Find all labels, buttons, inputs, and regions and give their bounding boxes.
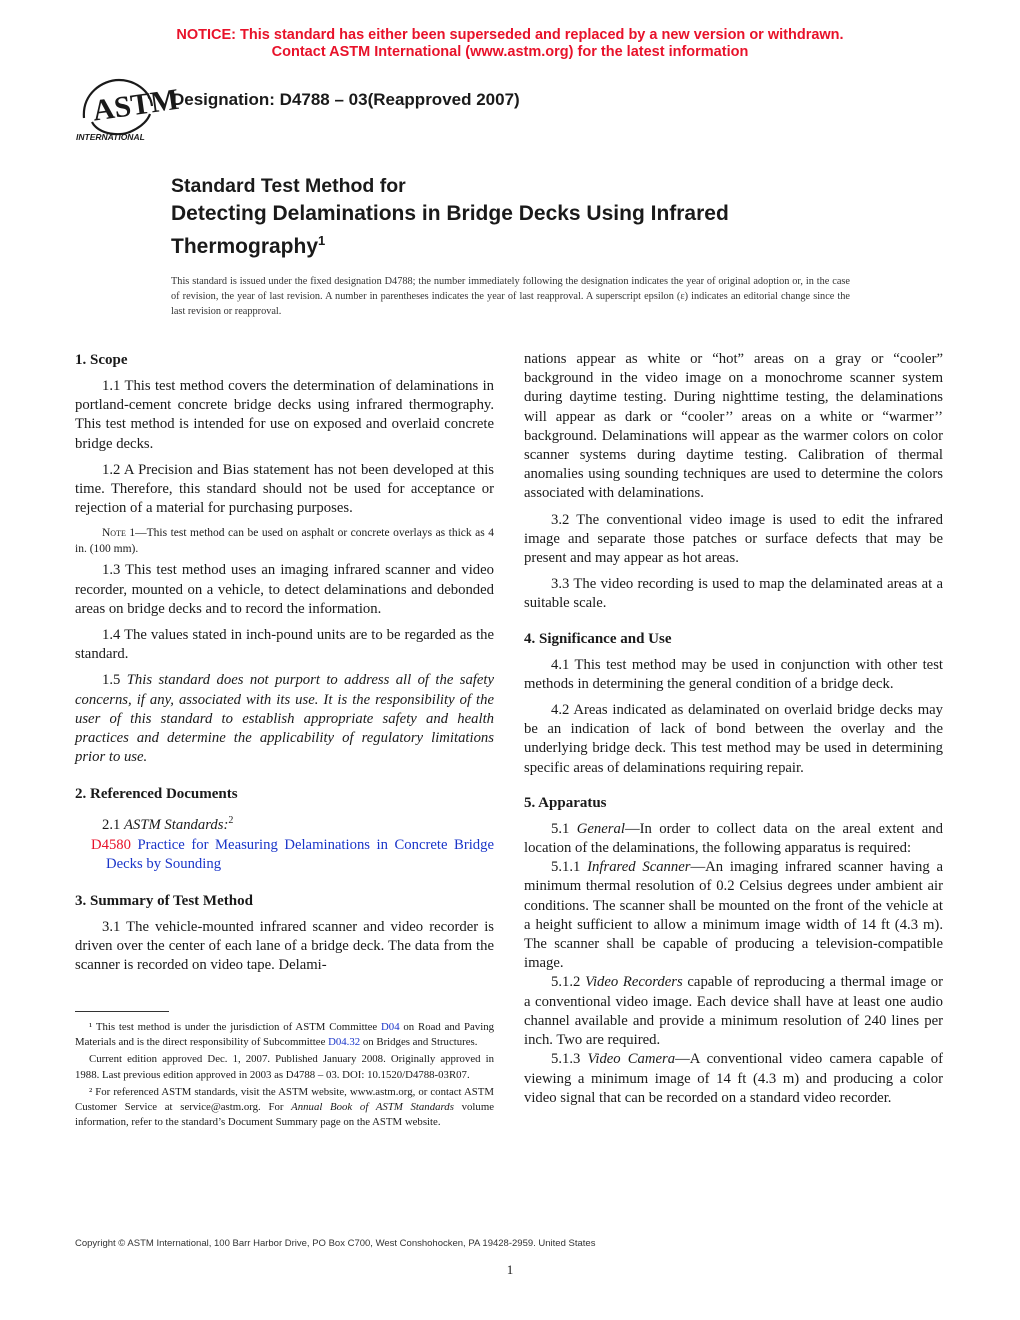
note-1 (75, 525, 494, 557)
footnote-2 (75, 1085, 494, 1131)
para-4-1: 4.1 This test method may be used in conjunction with other test methods in determining the general condition of a bridge deck. (524, 656, 943, 692)
standard-intro: This standard is issued under the fixed designation D4788; the number immediately following the designation indicates the year of original adoption or, in the case of revision, the year of last revision. A number in parentheses indicates the year of last reapproval. A superscript epsilon (ε) indicates an editorial change since the last revision or reapproval. (171, 276, 850, 317)
right-column (524, 350, 943, 1108)
para-5-1-term: General (576, 820, 625, 837)
reference-d4580[interactable] (75, 836, 494, 874)
footnote-1-approval: Current edition approved Dec. 1, 2007. Published January 2008. Originally approved in 1988. Last previous edition approved in 2003 as D4788 – 03. DOI: 10.1520/D4788-03R07. (75, 1053, 494, 1081)
section-5-heading: 5. Apparatus (524, 794, 607, 811)
section-1-heading: 1. Scope (75, 352, 128, 368)
logo-subtitle: INTERNATIONAL (76, 132, 145, 142)
para-1-5-text: This standard does not purport to address all of the safety concerns, if any, associated with its use. It is the responsibility of the user of this standard to establish appropriate safety and health practices and determine the applicability of regulatory limitations prior to use. (75, 672, 495, 766)
note-1-text: —This test method can be used on asphalt or concrete overlays as thick as 4 in. (100 mm). (75, 527, 495, 556)
para-1-1: 1.1 This test method covers the determination of delaminations in portland-cement concrete bridge decks using infrared thermography. This test method is intended for use on exposed and overlaid concrete bridge decks. (75, 378, 494, 452)
para-5-1-1-num: 5.1.1 (551, 859, 588, 876)
para-5-1-2 (524, 973, 943, 1050)
para-5-1-3 (524, 1050, 943, 1108)
footnote-1-link-d04[interactable]: D04 (381, 1021, 400, 1033)
para-5-1-1 (524, 858, 943, 973)
title-footnote-mark: 1 (318, 233, 326, 248)
footnote-1-text-b: on Road and Paving Materials and is the direct responsibility of Subcommittee (75, 1021, 494, 1049)
para-5-1 (524, 820, 943, 858)
footnote-1-text-a: ¹ This test method is under the jurisdiction of ASTM Committee (89, 1021, 381, 1033)
para-3-2: 3.2 The conventional video image is used to edit the infrared image and separate those patches or surface defects that may be present and may appear as hot areas. (524, 511, 943, 567)
para-5-1-text: —In order to collect data on the areal extent and location of the delaminations, the following apparatus is required: (524, 820, 943, 857)
ref-title-link[interactable]: Practice for Measuring Delaminations in Concrete Bridge Decks by Sounding (106, 836, 494, 872)
withdrawal-notice (0, 27, 1020, 61)
para-3-1-start: 3.1 The vehicle-mounted infrared scanner and video recorder is driven over the center of each lane of a bridge deck. The data from the scanner is recorded on video tape. Delami- (75, 918, 494, 974)
section-4-heading: 4. Significance and Use (524, 630, 672, 647)
para-3-3: 3.3 The video recording is used to map the delaminated areas at a suitable scale. (524, 576, 943, 612)
para-2-1-sup: 2 (228, 815, 234, 827)
para-2-1-text: ASTM Standards: (124, 817, 229, 834)
para-5-1-2-text: capable of reproducing a thermal image or a conventional video image. Each device shall have at least one audio channel available and provide a minimum resolution of 240 lines per inch. Two are required. (524, 974, 944, 1049)
title-line-1: Standard Test Method for (171, 175, 406, 197)
para-2-1-num: 2.1 (102, 817, 125, 834)
footnote-rule (75, 1011, 169, 1012)
logo-letters: ASTM (90, 82, 181, 128)
para-5-1-1-text: —An imaging infrared scanner having a minimum thermal resolution of 0.2 Celsius degrees under ambient air conditions. The scanner shall be mounted on the front of the vehicle at a height sufficient to allow a minimum image width of 14 ft (4.3 m). The scanner shall be capable of producing a television-compatible image. (524, 859, 943, 972)
notice-line-1: NOTICE: This standard has either been superseded and replaced by a new version or withdrawn. (176, 27, 844, 43)
footnotes (75, 1020, 494, 1132)
footnote-1 (75, 1020, 494, 1050)
footnote-2-text-a: ² For referenced ASTM standards, visit the ASTM website, www.astm.org, or contact ASTM Customer Service at service@astm.org. For (75, 1085, 494, 1114)
para-1-4: 1.4 The values stated in inch-pound units are to be regarded as the standard. (75, 627, 494, 663)
title-line-2: Detecting Delaminations in Bridge Decks Using Infrared Thermography (171, 202, 729, 258)
para-3-1-cont: nations appear as white or “hot” areas on a gray or “cooler” background in the video image on a monochrome scanner system during daytime testing. During nighttime testing, the delaminations will appear as dark or “cooler’’ areas on a white or “warmer’’ background. Delaminations will appear as the warmer colors on color scanner systems during daytime testing. Calibration of thermal anomalies using sounding techniques are used to determine the colors associated with delaminations. (524, 351, 943, 502)
para-2-1 (75, 811, 494, 835)
notice-line-2: Contact ASTM International (www.astm.org) for the latest information (271, 44, 749, 60)
para-1-3: 1.3 This test method uses an imaging infrared scanner and video recorder, mounted on a vehicle, to detect delaminations and debonded areas on bridge decks and to record the information. (75, 562, 494, 617)
footnote-1-link-d0432[interactable]: D04.32 (328, 1036, 361, 1049)
para-5-1-2-term: Video Recorders (585, 974, 683, 991)
ref-code[interactable]: D4580 (91, 836, 131, 853)
note-1-label: Note 1 (102, 527, 136, 540)
designation: Designation: D4788 – 03(Reapproved 2007) (172, 90, 520, 109)
title-main (171, 200, 871, 260)
page-number: 1 (506, 1262, 514, 1277)
para-5-1-3-num: 5.1.3 (551, 1051, 588, 1068)
para-5-1-3-text: —A conventional video camera capable of viewing a minimum image of 14 ft (4.3 m) and producing a color video signal that can be recorded on a standard video recorder. (524, 1051, 944, 1106)
para-4-2: 4.2 Areas indicated as delaminated on overlaid bridge decks may be an indication of lack of bond between the overlay and the underlying bridge deck. This test method may be used in determining specific areas of delaminations requiring repair. (524, 702, 943, 776)
footnote-1-text-c: on Bridges and Structures. (360, 1036, 478, 1049)
para-5-1-3-term: Video Camera (587, 1051, 676, 1068)
left-column (75, 350, 494, 976)
para-1-5 (75, 671, 494, 767)
para-5-1-num: 5.1 (551, 820, 577, 837)
para-5-1-2-num: 5.1.2 (551, 974, 586, 991)
astm-logo (72, 74, 181, 144)
section-2-heading: 2. Referenced Documents (75, 786, 238, 803)
footnote-2-italic: Annual Book of ASTM Standards (291, 1101, 454, 1114)
para-1-2: 1.2 A Precision and Bias statement has not been developed at this time. Therefore, this standard should not be used for acceptance or rejection of a material for purchasing purposes. (75, 461, 494, 517)
para-1-5-num: 1.5 (102, 672, 127, 689)
footnote-2-text-b: volume information, refer to the standard’s Document Summary page on the ASTM website. (75, 1101, 495, 1129)
copyright-footer: Copyright © ASTM International, 100 Barr Harbor Drive, PO Box C700, West Conshohocken, PA 19428-2959. United States (75, 1238, 596, 1249)
para-5-1-1-term: Infrared Scanner (587, 859, 691, 876)
section-3-heading: 3. Summary of Test Method (75, 892, 253, 909)
astm-logo-mark-icon (84, 80, 181, 134)
